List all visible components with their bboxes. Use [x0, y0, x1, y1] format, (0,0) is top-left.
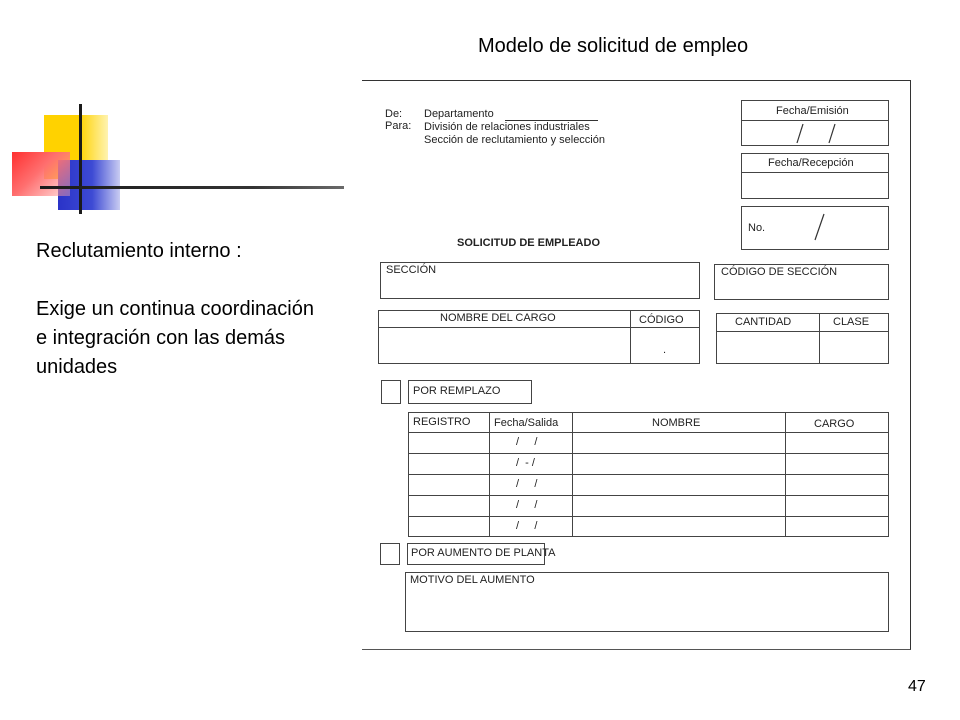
decorative-red-square — [12, 152, 70, 196]
seccion-label: SECCIÓN — [386, 264, 437, 276]
date-mark: / / — [516, 520, 538, 532]
cantidad-label: CANTIDAD — [735, 316, 792, 328]
body-line-1: Exige un continua coordinación — [36, 298, 314, 320]
por-remplazo-checkbox[interactable] — [381, 380, 401, 404]
table-header-nombre: NOMBRE — [652, 417, 701, 429]
decorative-horizontal-line — [40, 186, 344, 189]
para-label: Para: — [385, 120, 412, 132]
fecha-emision-slashes — [785, 121, 845, 145]
body-line-2: e integración con las demás — [36, 327, 286, 349]
table-row-line — [408, 474, 889, 475]
motivo-label: MOTIVO DEL AUMENTO — [410, 574, 535, 586]
clase-column-divider — [819, 313, 820, 364]
section-heading: Reclutamiento interno : — [36, 240, 242, 262]
por-aumento-checkbox[interactable] — [380, 543, 400, 565]
table-row-line — [408, 495, 889, 496]
table-header-fecha-salida: Fecha/Salida — [494, 417, 559, 429]
para-value-1: División de relaciones industriales — [424, 121, 590, 133]
cantidad-clase-divider — [716, 331, 889, 332]
codigo-label: CÓDIGO — [639, 314, 684, 326]
codigo-seccion-label: CÓDIGO DE SECCIÓN — [721, 266, 838, 278]
table-header-cargo: CARGO — [814, 418, 855, 430]
por-aumento-label: POR AUMENTO DE PLANTA — [411, 547, 556, 559]
fecha-emision-label: Fecha/Emisión — [776, 105, 849, 117]
nombre-cargo-divider — [378, 327, 700, 328]
slide-title: Modelo de solicitud de empleo — [478, 35, 749, 57]
por-remplazo-label: POR REMPLAZO — [413, 385, 501, 397]
form-title: SOLICITUD DE EMPLEADO — [457, 237, 601, 249]
date-mark: / / — [516, 436, 538, 448]
table-column-line — [489, 412, 490, 537]
page-number: 47 — [908, 678, 926, 695]
codigo-dot: . — [663, 344, 667, 356]
date-mark: / / — [516, 478, 538, 490]
numero-slash — [810, 212, 830, 242]
table-column-line — [572, 412, 573, 537]
body-line-3: unidades — [36, 356, 118, 378]
de-label: De: — [385, 108, 403, 120]
table-row-line — [408, 516, 889, 517]
fecha-recepcion-label: Fecha/Recepción — [768, 157, 854, 169]
para-value-2: Sección de reclutamiento y selección — [424, 134, 605, 146]
de-value: Departamento — [424, 108, 494, 120]
numero-label: No. — [748, 222, 766, 234]
codigo-column-divider — [630, 310, 631, 364]
fecha-recepcion-divider — [741, 172, 889, 173]
table-row-line — [408, 453, 889, 454]
table-header-registro: REGISTRO — [413, 416, 471, 428]
clase-label: CLASE — [833, 316, 870, 328]
date-mark: / - / — [516, 457, 535, 469]
table-row-line — [408, 432, 889, 433]
date-mark: / / — [516, 499, 538, 511]
nombre-cargo-label: NOMBRE DEL CARGO — [440, 312, 556, 324]
table-column-line — [785, 412, 786, 537]
decorative-vertical-line — [79, 104, 82, 214]
